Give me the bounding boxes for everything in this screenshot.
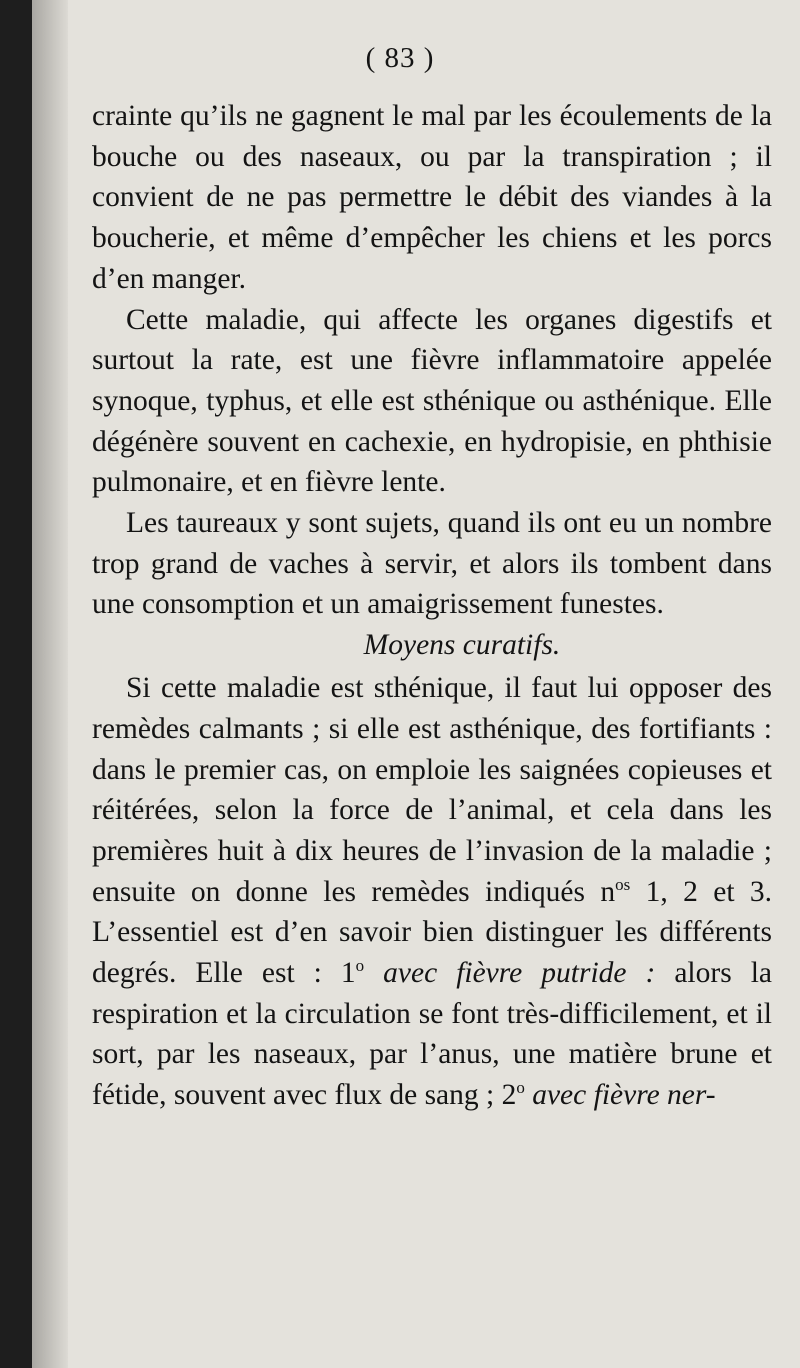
italic-fievre-putride: avec fièvre putride : xyxy=(364,957,656,990)
italic-fievre-nerveuse: avec fièvre ner- xyxy=(524,1079,716,1112)
superscript-o-2: o xyxy=(516,1078,525,1098)
paragraph-1: crainte qu’ils ne gagnent le mal par les écoulements de la bouche ou des naseaux, ou par la transpiration ; il convient de ne pas permettre le débit des viandes à la boucherie, et même d’empêcher les chiens et les porcs d’en manger. xyxy=(92,100,772,295)
paragraph-4 xyxy=(92,668,772,1116)
page-gutter-shadow xyxy=(32,0,68,1368)
paragraph-3: Les taureaux y sont sujets, quand ils ont eu un nombre trop grand de vaches à servir, et alors ils tombent dans une consomption et un amaigrissement funestes. xyxy=(92,507,772,621)
paragraph-4-text-2: 1, 2 et 3. L’essentiel est d’en savoir bien distinguer les différents degrés. Elle est : 1 xyxy=(92,875,773,990)
paragraph-4-text-1: Si cette maladie est sthénique, il faut lui opposer des remèdes calmants ; si elle est asthénique, des fortifiants : dans le premier cas, on emploie les saignées copieuses et réitérées, selon la force de l’animal, et cela dans les premières huit à dix heures de l’invasion de la maladie ; ensuite on donne les remèdes indiqués n xyxy=(92,672,772,908)
paragraph-4-text-3: alors la respiration et la circulation se font très-difficilement, et il sort, par les naseaux, par l’anus, une matière brune et fétide, souvent avec flux de sang ; 2 xyxy=(92,957,772,1112)
superscript-o-1: o xyxy=(355,956,365,976)
section-heading: Moyens curatifs. xyxy=(363,629,561,662)
paragraph-2: Cette maladie, qui affecte les organes digestifs et surtout la rate, est une fièvre inflammatoire appelée synoque, typhus, et elle est sthénique ou asthénique. Elle dégénère souvent en cachexie, en hydropisie, en phthisie pulmonaire, et en fièvre lente. xyxy=(92,303,772,499)
body-text xyxy=(92,96,772,1116)
superscript-os: os xyxy=(615,874,631,894)
page-number: ( 83 ) xyxy=(365,42,435,74)
